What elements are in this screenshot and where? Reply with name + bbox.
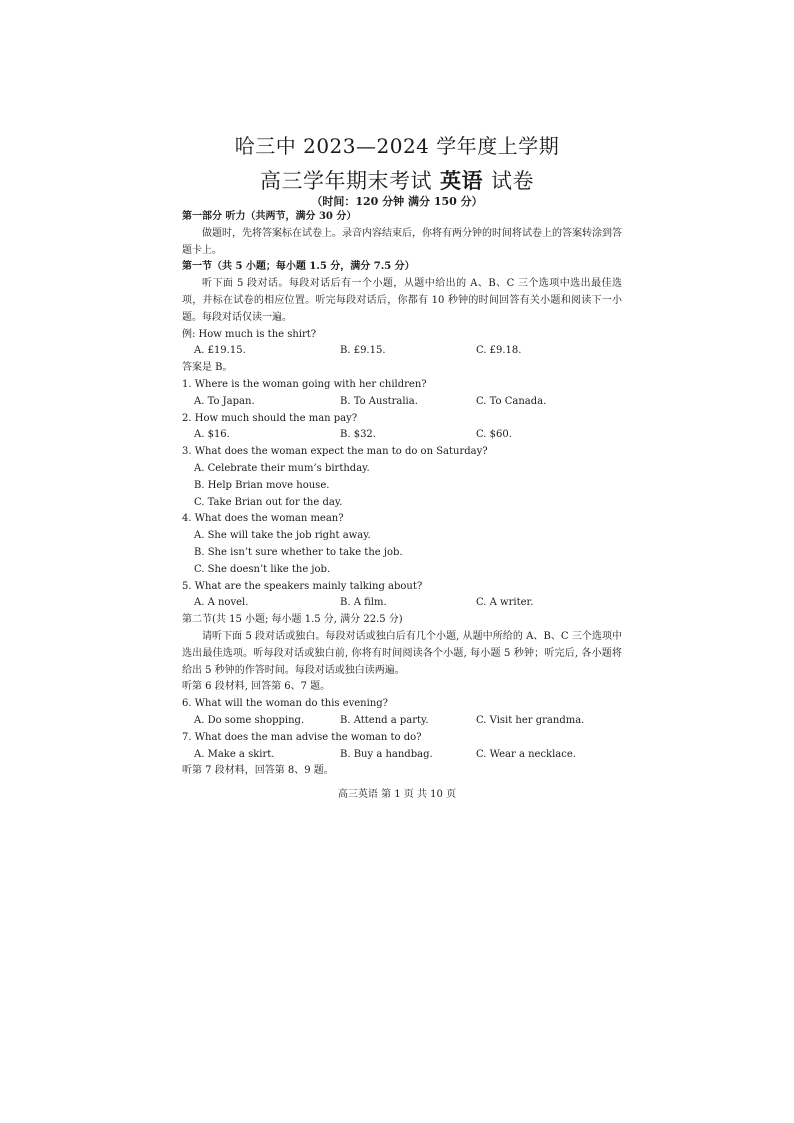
option-c: C. To Canada. (476, 395, 547, 407)
exam-time-info: （时间：120 分钟 满分 150 分） (311, 195, 483, 208)
option-b: B. Help Brian move house. (194, 479, 330, 491)
question-2: 2. How much should the man pay? (182, 412, 358, 424)
example-answer: 答案是 B。 (182, 362, 233, 374)
question-3: 3. What does the woman expect the man to do on Saturday? (182, 446, 488, 458)
option-b: B. A film. (340, 597, 387, 609)
option-c: C. Take Brian out for the day. (194, 496, 343, 508)
section1-instructions: 听下面 5 段对话。每段对话后有一个小题，从题中给出的 A、B、C 三个选项中选出最佳选项，并标在试卷的相应位置。听完每段对话后，你都有 10 秒钟的时间回答有关小题和阅读下一小题。每段对话仅读一遍。 (182, 278, 622, 323)
option-b: B. Attend a party. (340, 714, 429, 726)
question-7-options (182, 747, 622, 764)
question-7: 7. What does the man advise the woman to do? (182, 731, 422, 743)
option-b: B. £9.15. (340, 345, 386, 357)
question-2-options (182, 427, 622, 444)
section2-heading: 第二节(共 15 小题; 每小题 1.5 分, 满分 22.5 分) (182, 614, 403, 626)
option-a: A. Celebrate their mum’s birthday. (194, 462, 370, 474)
option-a: A. She will take the job right away. (194, 530, 371, 542)
option-a: A. Do some shopping. (194, 714, 305, 726)
page-footer: 高三英语 第 1 页 共 10 页 (337, 789, 457, 800)
exam-subtitle-suffix: 试卷 (491, 169, 534, 193)
option-c: C. She doesn’t like the job. (194, 563, 331, 575)
option-b: B. Buy a handbag. (340, 748, 433, 760)
option-c: C. Wear a necklace. (476, 748, 576, 760)
exam-content (182, 209, 622, 780)
option-c: C. A writer. (476, 597, 534, 609)
question-1-options (182, 394, 622, 411)
exam-subtitle-prefix: 高三学年期末考试 (260, 169, 432, 193)
option-a: A. $16. (194, 429, 230, 441)
option-a: A. To Japan. (194, 395, 255, 407)
section2-instructions: 请听下面 5 段对话或独白。每段对话或独白后有几个小题, 从题中所给的 A、B、C 三个选项中选出最佳选项。听每段对话或独白前, 你将有时间阅读各个小题, 每小题 5 秒钟；听完后, 各小题将给出 5 秒钟的作答时间。每段对话或独白读两遍。 (182, 630, 622, 676)
option-b: B. To Australia. (340, 395, 418, 407)
part1-heading: 第一部分 听力（共两节，满分 30 分） (182, 211, 357, 222)
option-c: C. Visit her grandma. (476, 714, 585, 726)
option-a: A. Make a skirt. (194, 748, 275, 760)
question-5-options (182, 595, 622, 612)
group-6-label: 听第 6 段材料, 回答第 6、7 题。 (182, 681, 331, 693)
option-a: A. A novel. (194, 597, 249, 609)
option-b: B. $32. (340, 429, 376, 441)
exam-title: 哈三中 2023—2024 学年度上学期 (234, 134, 560, 158)
exam-subtitle (0, 165, 794, 195)
example-question: 例: How much is the shirt? (182, 328, 317, 340)
question-4: 4. What does the woman mean? (182, 513, 344, 525)
question-5: 5. What are the speakers mainly talking about? (182, 580, 423, 592)
group-7-label: 听第 7 段材料，回答第 8、9 题。 (182, 765, 334, 777)
question-6: 6. What will the woman do this evening? (182, 698, 389, 710)
option-a: A. £19.15. (194, 345, 246, 357)
example-options (182, 343, 622, 360)
section1-heading: 第一节（共 5 小题；每小题 1.5 分，满分 7.5 分） (182, 261, 415, 273)
option-c: C. $60. (476, 429, 512, 441)
question-6-options (182, 713, 622, 730)
option-c: C. £9.18. (476, 345, 522, 357)
option-b: B. She isn’t sure whether to take the job. (194, 546, 403, 558)
exam-subject: 英语 (440, 168, 483, 193)
question-1: 1. Where is the woman going with her children? (182, 378, 427, 390)
part1-instructions: 做题时，先将答案标在试卷上。录音内容结束后，你将有两分钟的时间将试卷上的答案转涂到答题卡上。 (182, 227, 622, 256)
